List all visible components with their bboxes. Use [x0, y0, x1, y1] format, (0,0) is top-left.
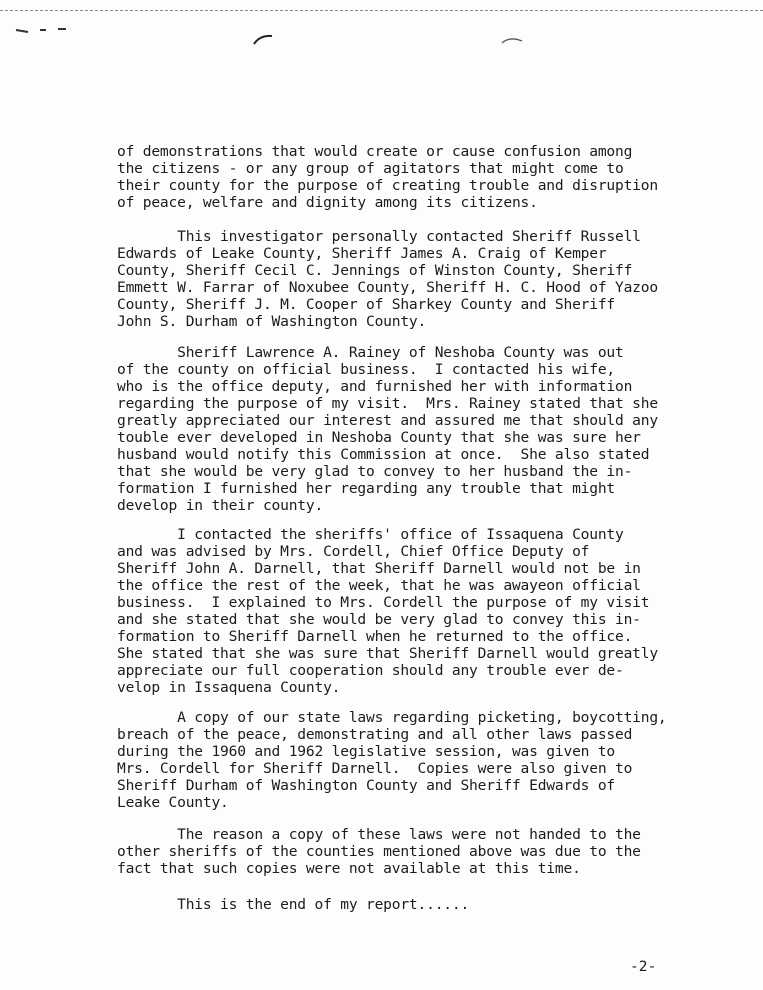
text-line: This is the end of my report...... [117, 896, 470, 913]
text-line: of peace, welfare and dignity among its citizens. [117, 194, 538, 211]
text-line: and she stated that she would be very glad to convey this in- [117, 611, 641, 628]
text-line: A copy of our state laws regarding picketing, boycotting, [117, 709, 667, 726]
text-line: appreciate our full cooperation should any trouble ever de- [117, 662, 624, 679]
text-line: John S. Durham of Washington County. [117, 313, 427, 330]
text-line: husband would notify this Commission at once. She also stated [117, 446, 650, 463]
text-line: touble ever developed in Neshoba County that she was sure her [117, 429, 641, 446]
text-line: Edwards of Leake County, Sheriff James A. Craig of Kemper [117, 245, 607, 262]
text-line: during the 1960 and 1962 legislative session, was given to [117, 743, 615, 760]
text-line: Sheriff John A. Darnell, that Sheriff Darnell would not be in [117, 560, 641, 577]
text-line: greatly appreciated our interest and assured me that should any [117, 412, 658, 429]
text-line: formation I furnished her regarding any trouble that might [117, 480, 615, 497]
text-line: their county for the purpose of creating trouble and disruption [117, 177, 658, 194]
text-line: Mrs. Cordell for Sheriff Darnell. Copies were also given to [117, 760, 633, 777]
text-line: The reason a copy of these laws were not handed to the [117, 826, 641, 843]
text-line: Leake County. [117, 794, 229, 811]
text-line: the office the rest of the week, that he was awayeon official [117, 577, 641, 594]
text-line: County, Sheriff J. M. Cooper of Sharkey County and Sheriff [117, 296, 615, 313]
text-line: Emmett W. Farrar of Noxubee County, Sheriff H. C. Hood of Yazoo [117, 279, 658, 296]
page-top-edge [0, 0, 763, 11]
text-line: velop in Issaquena County. [117, 679, 341, 696]
text-line: breach of the peace, demonstrating and all other laws passed [117, 726, 633, 743]
text-line: and was advised by Mrs. Cordell, Chief Office Deputy of [117, 543, 590, 560]
text-line: I contacted the sheriffs' office of Issaquena County [117, 526, 624, 543]
text-line: fact that such copies were not available at this time. [117, 860, 581, 877]
text-line: She stated that she was sure that Sheriff Darnell would greatly [117, 645, 658, 662]
text-line: business. I explained to Mrs. Cordell the purpose of my visit [117, 594, 650, 611]
text-line: This investigator personally contacted Sheriff Russell [117, 228, 641, 245]
text-line: develop in their county. [117, 497, 324, 514]
text-line: formation to Sheriff Darnell when he returned to the office. [117, 628, 633, 645]
scan-mark-left-arc [252, 32, 274, 46]
text-line: the citizens - or any group of agitators that might come to [117, 160, 624, 177]
text-line: Sheriff Durham of Washington County and Sheriff Edwards of [117, 777, 615, 794]
text-line: of the county on official business. I contacted his wife, [117, 361, 615, 378]
text-line: County, Sheriff Cecil C. Jennings of Winston County, Sheriff [117, 262, 633, 279]
page-number: -2- [630, 958, 657, 975]
text-line: that she would be very glad to convey to her husband the in- [117, 463, 633, 480]
scan-mark-dashes [14, 24, 74, 36]
text-line: Sheriff Lawrence A. Rainey of Neshoba County was out [117, 344, 624, 361]
text-line: other sheriffs of the counties mentioned above was due to the [117, 843, 641, 860]
scan-mark-right-arc [500, 34, 524, 46]
text-line: who is the office deputy, and furnished her with information [117, 378, 633, 395]
text-line: regarding the purpose of my visit. Mrs. Rainey stated that she [117, 395, 658, 412]
text-line: of demonstrations that would create or cause confusion among [117, 143, 633, 160]
